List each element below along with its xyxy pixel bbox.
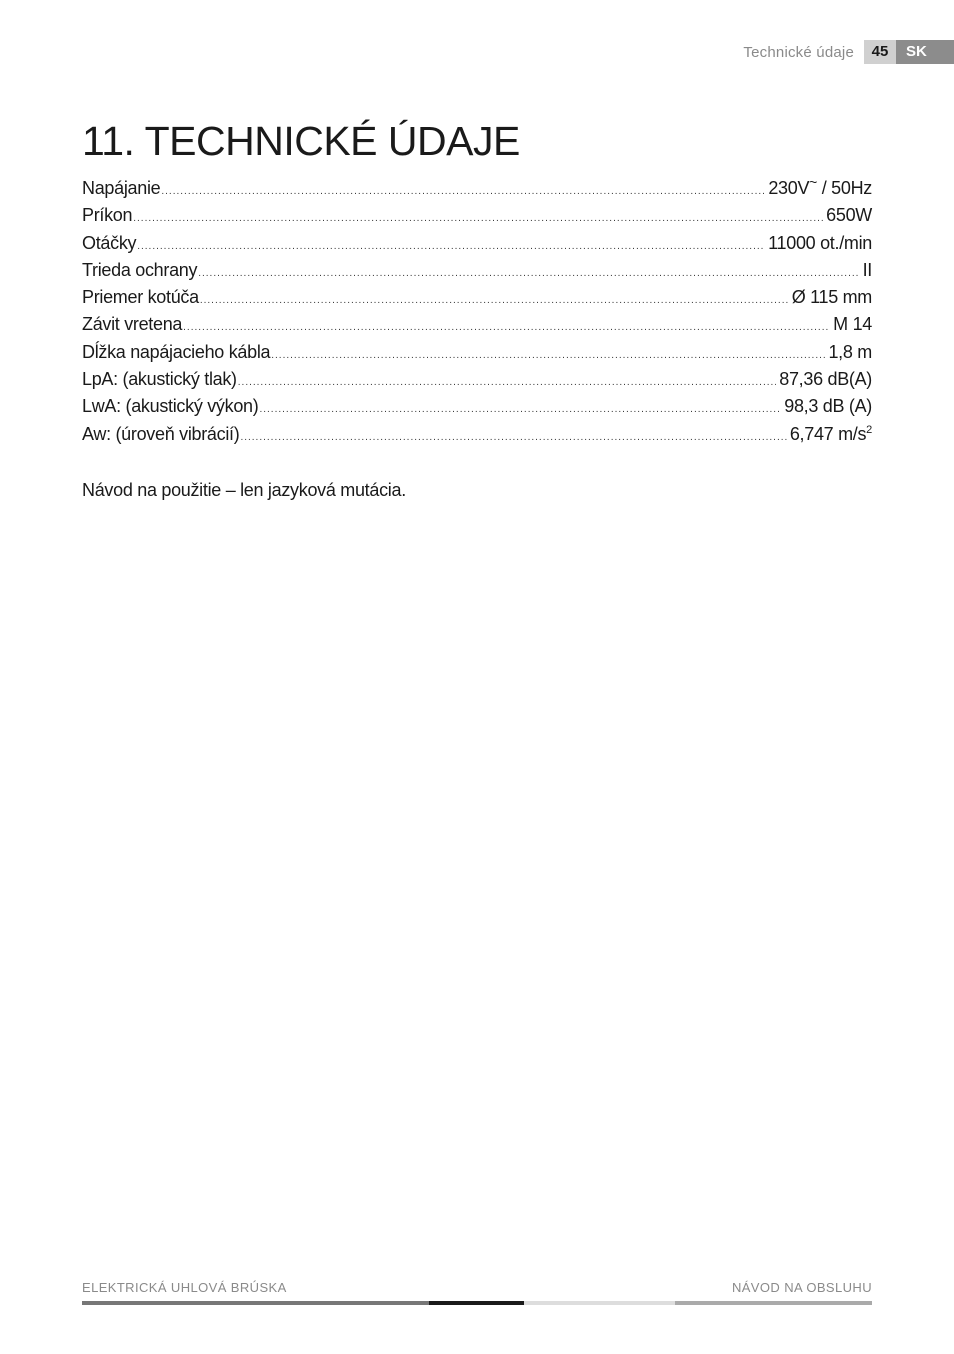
spec-row-disc-diameter bbox=[82, 287, 872, 314]
dot-leader bbox=[183, 322, 830, 333]
spec-row-spindle-thread bbox=[82, 314, 872, 341]
spec-label: Závit vretena bbox=[82, 314, 183, 335]
spec-label: Trieda ochrany bbox=[82, 259, 198, 280]
spec-row-power-input bbox=[82, 205, 872, 232]
spec-value: 1,8 m bbox=[828, 341, 872, 362]
spec-row-vibration bbox=[82, 424, 872, 451]
spec-value: Ø 115 mm bbox=[791, 287, 872, 308]
spec-label: LpA: (akustický tlak) bbox=[82, 369, 237, 390]
dot-leader bbox=[238, 377, 776, 388]
spec-label: Príkon bbox=[82, 205, 133, 226]
footer-divider-segment bbox=[429, 1301, 524, 1305]
spec-label: Priemer kotúča bbox=[82, 287, 199, 308]
dot-leader bbox=[259, 404, 781, 415]
dot-leader bbox=[200, 295, 789, 306]
spec-value: 230V~ / 50Hz bbox=[768, 174, 872, 198]
spec-label: Otáčky bbox=[82, 232, 137, 253]
page-header bbox=[743, 40, 954, 64]
dot-leader bbox=[271, 350, 825, 361]
spec-label: Dĺžka napájacieho kábla bbox=[82, 341, 271, 362]
footer-divider bbox=[82, 1301, 872, 1305]
spec-value: 87,36 dB(A) bbox=[779, 369, 872, 390]
footer-product-name: ELEKTRICKÁ UHLOVÁ BRÚSKA bbox=[82, 1280, 287, 1295]
dot-leader bbox=[240, 432, 786, 443]
spec-value: 98,3 dB (A) bbox=[784, 396, 872, 417]
spec-value: 650W bbox=[826, 205, 872, 226]
dot-leader bbox=[133, 213, 823, 224]
footer-divider-segment bbox=[82, 1301, 429, 1305]
spec-row-cable-length bbox=[82, 342, 872, 369]
footer-manual-label: NÁVOD NA OBSLUHU bbox=[731, 1280, 872, 1295]
spec-value: 11000 ot./min bbox=[768, 232, 872, 253]
spec-list bbox=[82, 174, 872, 451]
language-tab: SK bbox=[896, 40, 954, 64]
spec-value: II bbox=[862, 259, 872, 280]
page-number: 45 bbox=[864, 40, 896, 64]
language-note: Návod na použitie – len jazyková mutácia. bbox=[82, 480, 406, 500]
spec-label: Napájanie bbox=[82, 178, 161, 198]
footer-divider-segment bbox=[675, 1301, 872, 1305]
spec-row-power-supply bbox=[82, 174, 872, 205]
spec-label: Aw: (úroveň vibrácií) bbox=[82, 423, 240, 444]
dot-leader bbox=[161, 186, 765, 197]
spec-row-protection-class bbox=[82, 260, 872, 287]
spec-row-speed bbox=[82, 233, 872, 260]
spec-value: 6,747 $m/s^2$ bbox=[789, 423, 872, 444]
dot-leader bbox=[198, 268, 859, 279]
page-title: 11. TECHNICKÉ ÚDAJE bbox=[82, 118, 520, 164]
spec-row-sound-power bbox=[82, 396, 872, 423]
tilde-mark: ~ bbox=[809, 174, 818, 190]
dot-leader bbox=[137, 241, 765, 252]
spec-value: M 14 bbox=[833, 314, 872, 335]
footer-divider-segment bbox=[524, 1301, 675, 1305]
spec-row-sound-pressure bbox=[82, 369, 872, 396]
spec-label: LwA: (akustický výkon) bbox=[82, 396, 259, 417]
header-section-title: Technické údaje bbox=[743, 43, 854, 61]
superscript-mark: 2 bbox=[866, 423, 872, 436]
